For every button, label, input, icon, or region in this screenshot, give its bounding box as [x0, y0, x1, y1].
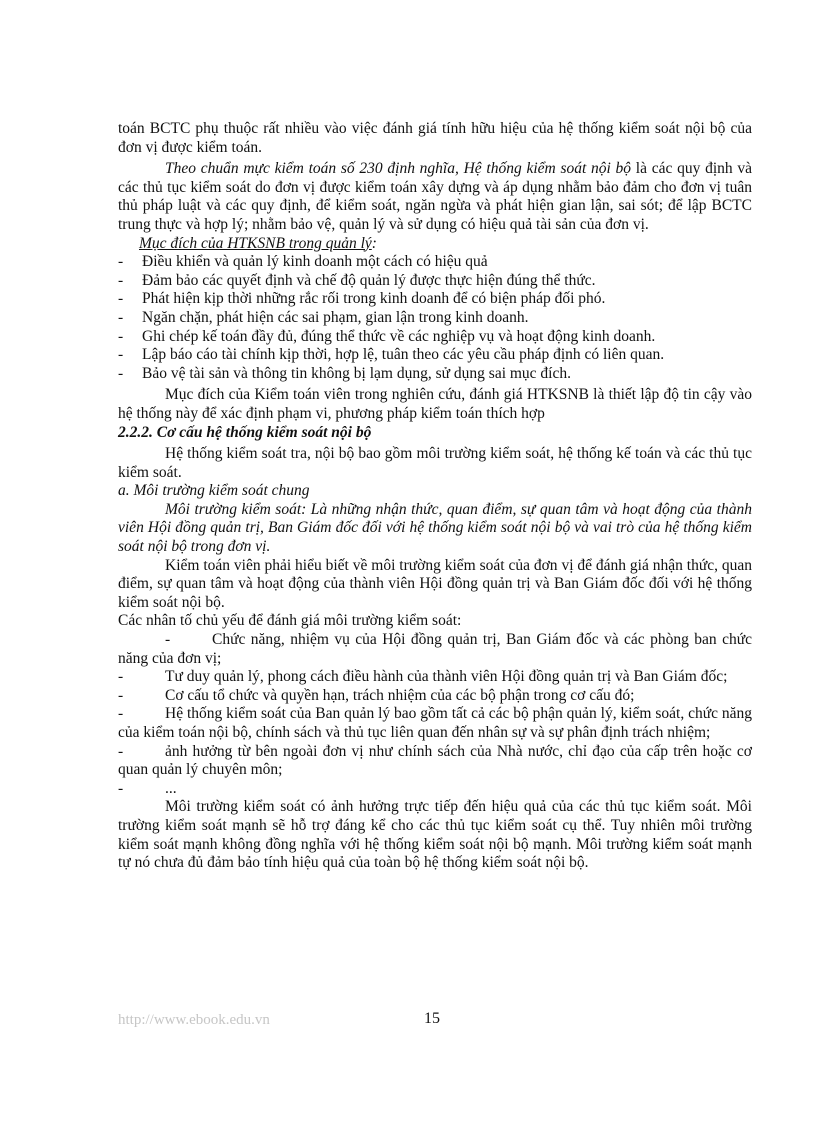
paragraph-structure: Hệ thống kiểm soát tra, nội bộ bao gồm môi trường kiểm soát, hệ thống kế toán và các thủ tục kiểm soát.	[118, 445, 752, 481]
purpose-heading-text: Mục đích của HTKSNB trong quản lý	[139, 234, 372, 252]
dash-marker: -	[165, 631, 171, 649]
dash-marker: -	[118, 271, 124, 289]
factor-item: - Tư duy quản lý, phong cách điều hành của thành viên Hội đồng quản trị và Ban Giám đốc;	[118, 668, 728, 686]
sub-heading: a. Môi trường kiểm soát chung	[118, 482, 310, 500]
list-item: - Điều khiển và quản lý kinh doanh một cách có hiệu quả	[118, 253, 488, 271]
list-item: - Ngăn chặn, phát hiện các sai phạm, gian lận trong kinh doanh.	[118, 308, 529, 326]
factor-item-first: - Chức năng, nhiệm vụ của Hội đồng quản trị, Ban Giám đốc và các phòng ban chức năng của đơn vị;	[118, 631, 752, 667]
paragraph-environment-definition: Môi trường kiểm soát: Là những nhận thức, quan điểm, sự quan tâm và hoạt động của thành viên Hội đồng quản trị, Ban Giám đốc đối với hệ thống kiểm soát nội bộ và vai trò của hệ thống kiểm soát nội bộ trong đơn vị.	[118, 500, 752, 556]
dash-marker: -	[118, 742, 124, 760]
list-item: - Lập báo cáo tài chính kịp thời, hợp lệ, tuân theo các yêu cầu pháp định có liên quan.	[118, 346, 665, 364]
dash-marker: -	[118, 290, 124, 308]
definition-text: là các quy định và các thủ tục kiểm soát do đơn vị được kiểm toán xây dựng và áp dụng nhằm bảo đảm cho đơn vị tuân thủ pháp luật và các quy định, để kiểm soát, ngăn ngừa và phát hiện gian lận, sai sót; để lập BCTC trung thực và hợp lý; nhằm bảo vệ, quản lý và sử dụng có hiệu quả tài sản của đơn vị.	[118, 160, 752, 233]
dash-marker: -	[118, 779, 124, 797]
paragraph-auditor-understanding: Kiểm toán viên phải hiểu biết về môi trường kiểm soát của đơn vị để đánh giá nhận thức, quan điểm, sự quan tâm và hoạt động của thành viên Hội đồng quản trị và Ban Giám đốc đối với hệ thống kiểm soát nội bộ.	[118, 556, 752, 611]
dash-marker: -	[118, 705, 124, 723]
factor-item: - Hệ thống kiểm soát của Ban quản lý bao gồm tất cả các bộ phận quản lý, kiểm soát, chức năng của kiểm toán nội bộ, chính sách và thủ tục liên quan đến nhân sự và sự phân định trách nhiệm;	[118, 705, 752, 741]
dash-marker: -	[118, 686, 124, 704]
dash-marker: -	[118, 668, 124, 686]
paragraph-factors-intro: Các nhân tố chủ yếu để đánh giá môi trường kiểm soát:	[118, 612, 462, 630]
dash-marker: -	[118, 364, 124, 382]
factor-item: - ...	[118, 779, 177, 797]
section-heading: 2.2.2. Cơ cấu hệ thống kiểm soát nội bộ	[118, 423, 372, 441]
document-page	[118, 120, 752, 873]
paragraph-auditor-purpose: Mục đích của Kiểm toán viên trong nghiên cứu, đánh giá HTKSNB là thiết lập độ tin cậy vào hệ thống này để xác định phạm vi, phương pháp kiểm toán thích hợp	[118, 386, 752, 422]
factor-item: - ảnh hưởng từ bên ngoài đơn vị như chính sách của Nhà nước, chỉ đạo của cấp trên hoặc cơ quan quản lý chuyên môn;	[118, 742, 752, 779]
list-item: - Đảm bảo các quyết định và chế độ quản lý được thực hiện đúng thể thức.	[118, 271, 596, 289]
paragraph-intro: toán BCTC phụ thuộc rất nhiều vào việc đánh giá tính hữu hiệu của hệ thống kiểm soát nội bộ của đơn vị được kiểm toán.	[118, 120, 752, 156]
footer-url: http://www.ebook.edu.vn	[118, 1012, 270, 1028]
list-item: - Bảo vệ tài sản và thông tin không bị lạm dụng, sử dụng sai mục đích.	[118, 364, 571, 382]
purpose-heading	[118, 235, 752, 254]
page-number: 15	[424, 1010, 440, 1027]
list-item: - Phát hiện kịp thời những rắc rối trong kinh doanh để có biện pháp đối phó.	[118, 290, 606, 308]
dash-marker: -	[118, 327, 124, 345]
definition-italic: Theo chuẩn mực kiểm toán số 230 định nghĩa, Hệ thống kiểm soát nội bộ	[165, 160, 632, 178]
paragraph-conclusion: Môi trường kiểm soát có ảnh hưởng trực tiếp đến hiệu quả của các thủ tục kiểm soát. Môi trường kiểm soát mạnh sẽ hỗ trợ đáng kể cho các thủ tục kiểm soát cụ thể. Tuy nhiên môi trường kiểm soát mạnh không đồng nghĩa với hệ thống kiểm soát nội bộ mạnh. Môi trường kiểm soát mạnh tự nó chưa đủ đảm bảo tính hiệu quả của toàn bộ hệ thống kiểm soát nội bộ.	[118, 798, 752, 872]
purpose-list	[118, 253, 752, 383]
purpose-heading-colon: :	[371, 234, 377, 252]
dash-marker: -	[118, 253, 124, 271]
paragraph-definition	[118, 160, 752, 234]
dash-marker: -	[118, 346, 124, 364]
list-item: - Ghi chép kế toán đầy đủ, đúng thể thức về các nghiệp vụ và hoạt động kinh doanh.	[118, 327, 656, 345]
dash-marker: -	[118, 308, 124, 326]
factor-item: - Cơ cấu tổ chức và quyền hạn, trách nhiệm của các bộ phận trong cơ cấu đó;	[118, 686, 635, 704]
